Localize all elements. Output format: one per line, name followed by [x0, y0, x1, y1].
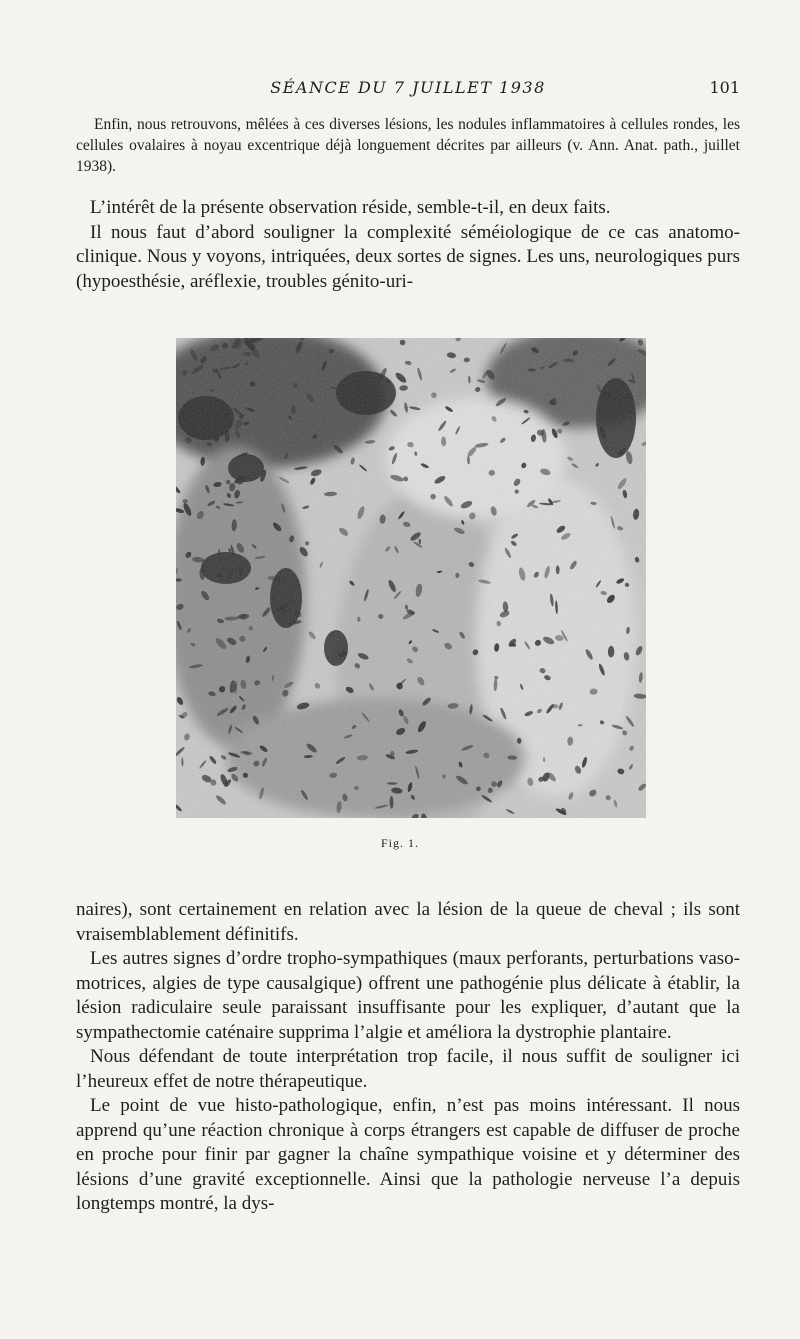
paragraph-continued: naires), sont certainement en relation avec la lésion de la queue de cheval ; ils sont vraisemblablement définitifs. [76, 899, 740, 945]
micrograph-image [176, 338, 646, 818]
figure-caption: Fig. 1. [380, 836, 419, 850]
running-head [76, 78, 740, 102]
histology-micrograph [176, 338, 646, 818]
running-title: SÉANCE DU 7 JUILLET 1938 [270, 78, 546, 97]
intro-paragraph: Enfin, nous retrouvons, mêlées à ces diverses lésions, les nodules inflammatoires à cellules rondes, les cellules ovalaires à noyau excentrique déjà longuement décrites par ailleurs (v. Ann. Anat. path., juillet 1938). [76, 116, 740, 175]
paragraph-histopathology: Le point de vue histo-pathologique, enfin, n’est pas moins intéressant. Il nous apprend qu’une réaction chronique à corps étrangers est capable de diffuser de proche en proche pour finir par gagner la chaîne sympathique voisine et y déterminer des lésions d’une gravité exceptionnelle. Ainsi que la pathologie nerveuse l’a depuis longtemps montré, la dys- [76, 1095, 740, 1214]
paragraph-tropho-signs: Les autres signes d’ordre tropho-sympathiques (maux perforants, perturbations vaso-motrices, algies de type causalgique) offrent une pathogénie plus délicate à établir, la lésion radiculaire seule paraissant insuffisante pour les expliquer, d’autant que la sympathectomie caténaire supprima l’algie et améliora la dystrophie plantaire. [76, 948, 740, 1043]
paragraph-complexity: Il nous faut d’abord souligner la complexité séméiologique de ce cas anatomo-clinique. Nous y voyons, intriquées, deux sortes de signes. Les uns, neurologiques purs (hypoesthésie, aréflexie, troubles génito-uri- [76, 221, 740, 292]
body-text-top [76, 196, 740, 294]
body-text-bottom [76, 898, 740, 1217]
paragraph-interest: L’intérêt de la présente observation réside, semble-t-il, en deux faits. [90, 197, 611, 218]
page-number: 101 [709, 78, 740, 97]
paragraph-interpretation: Nous défendant de toute interprétation trop facile, il nous suffit de souligner ici l’heureux effet de notre thérapeutique. [76, 1046, 740, 1092]
